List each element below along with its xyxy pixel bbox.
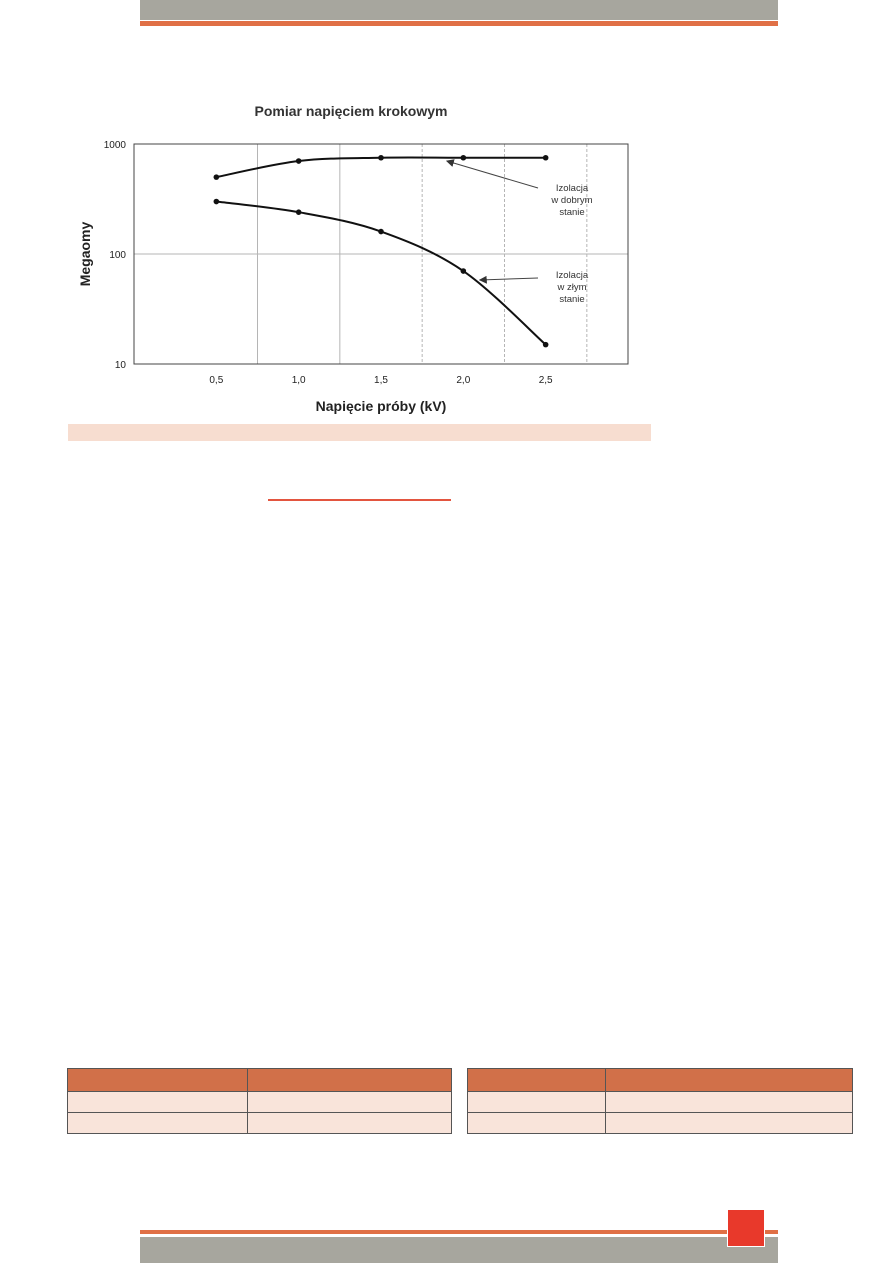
table-cell [68, 1113, 248, 1134]
step-voltage-chart [68, 96, 658, 421]
table-right [467, 1068, 853, 1134]
x-tick-label: 0,5 [209, 375, 224, 386]
x-tick-label: 1,0 [291, 375, 306, 386]
data-point [543, 342, 549, 348]
data-point [461, 268, 467, 274]
data-point [214, 199, 220, 205]
annotation-line: stanie [559, 207, 585, 218]
table-cell [468, 1092, 606, 1113]
header-bar [140, 0, 778, 20]
figure-caption-band [68, 424, 651, 441]
data-point [296, 209, 302, 215]
data-point [543, 155, 549, 161]
x-axis-title: Napięcie próby (kV) [315, 398, 447, 414]
table-row [68, 1113, 452, 1134]
data-point [378, 155, 384, 161]
table-header-cell [606, 1069, 853, 1092]
y-tick-label: 1000 [103, 140, 126, 151]
table-cell [606, 1113, 853, 1134]
x-tick-label: 2,0 [456, 375, 471, 386]
annotation-line: Izolacja [555, 183, 589, 194]
data-point [378, 229, 384, 235]
table-row [68, 1092, 452, 1113]
annotations-layer [447, 161, 593, 305]
table-header-cell [248, 1069, 452, 1092]
annotation-line: w złym [557, 282, 587, 293]
data-point [296, 158, 302, 164]
table-header-row [468, 1069, 853, 1092]
x-tick-label: 2,5 [538, 375, 553, 386]
footer-bar [140, 1237, 778, 1263]
table-header-cell [68, 1069, 248, 1092]
annotation-line: stanie [559, 294, 585, 305]
table-cell [606, 1092, 853, 1113]
table-cell [68, 1092, 248, 1113]
table-row [468, 1092, 853, 1113]
data-point [214, 174, 220, 180]
data-point [461, 155, 467, 161]
table-header-row [68, 1069, 452, 1092]
annotation-line: w dobrym [551, 195, 593, 206]
footer-accent-line [140, 1230, 778, 1234]
table-cell [468, 1113, 606, 1134]
header-accent-line [140, 21, 778, 26]
chart-title: Pomiar napięciem krokowym [254, 103, 448, 119]
chart-grid [134, 144, 628, 364]
annotation-arrow [447, 161, 538, 188]
y-tick-labels [104, 140, 127, 371]
x-tick-labels [209, 375, 553, 386]
page-number-box [727, 1209, 765, 1247]
annotation-arrow [480, 278, 538, 280]
link-underline [268, 499, 451, 501]
y-tick-label: 100 [109, 250, 126, 261]
table-cell [248, 1092, 452, 1113]
table-header-cell [468, 1069, 606, 1092]
annotation-line: Izolacja [555, 270, 589, 281]
series-layer [214, 155, 549, 347]
annotation-text [550, 183, 592, 218]
table-left [67, 1068, 452, 1134]
annotation-text [556, 270, 589, 305]
y-tick-label: 10 [114, 360, 126, 371]
x-tick-label: 1,5 [374, 375, 388, 386]
table-cell [248, 1113, 452, 1134]
series-line-2 [216, 202, 545, 345]
y-axis-title: Megaomy [77, 221, 93, 287]
table-row [468, 1113, 853, 1134]
